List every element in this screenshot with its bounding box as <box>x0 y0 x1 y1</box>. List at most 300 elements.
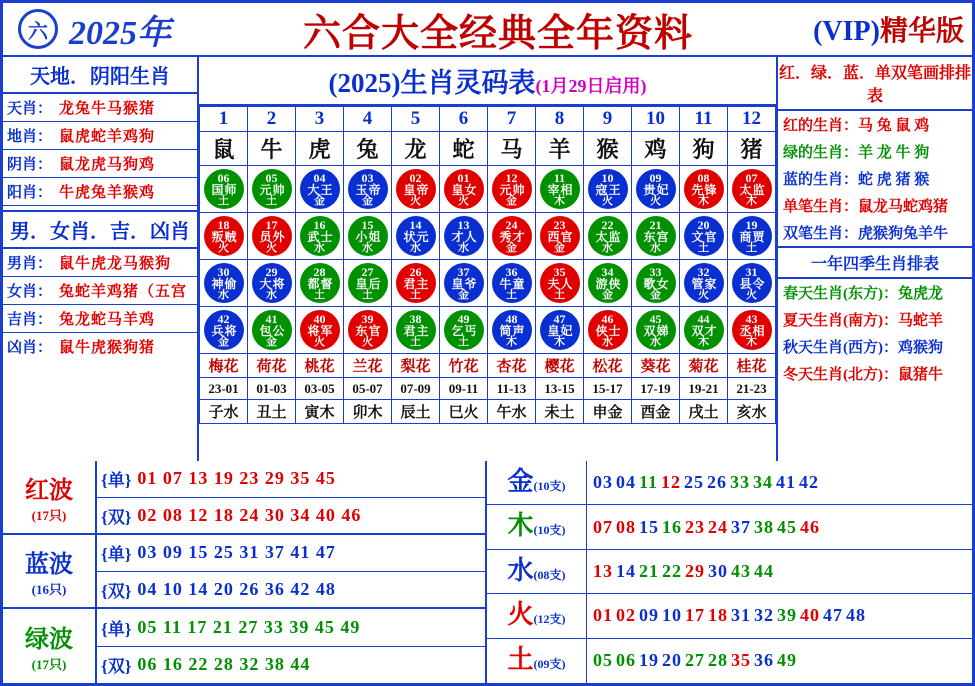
ball-number: 32 <box>697 264 710 279</box>
element-number[interactable]: 13 <box>593 560 613 581</box>
parity-tag: {单} <box>101 471 132 491</box>
year-label: 2025年 <box>69 14 171 52</box>
wave-row <box>97 461 485 498</box>
right-panel-title-2: 一年四季生肖排表 <box>778 248 972 279</box>
ball-element: 火 <box>602 194 613 207</box>
row-value: 龙兔牛马猴猪 <box>59 101 156 117</box>
ball-cell <box>392 166 440 213</box>
element-number[interactable]: 43 <box>731 560 751 581</box>
vip-tag: (VIP) <box>813 16 880 47</box>
ball-number: 34 <box>601 264 614 279</box>
time-range: 03-05 <box>296 378 344 400</box>
ball-number: 24 <box>505 217 518 232</box>
zodiac-name: 虎 <box>296 132 344 166</box>
parity-tag: {双} <box>101 581 132 601</box>
ball-cell <box>200 166 248 213</box>
element-number[interactable]: 47 <box>823 605 843 626</box>
ball-cell <box>584 260 632 307</box>
element-number[interactable]: 33 <box>730 472 751 493</box>
ball-role: 东 官 <box>355 323 380 338</box>
ball-role: 皇 后 <box>355 276 380 291</box>
element-number[interactable]: 38 <box>754 516 774 537</box>
element-number[interactable]: 18 <box>708 605 728 626</box>
element-name <box>487 550 587 593</box>
number-ball[interactable] <box>396 216 436 256</box>
ball-element: 木 <box>746 194 757 207</box>
element-number[interactable]: 31 <box>731 605 751 626</box>
number-ball[interactable] <box>396 310 436 350</box>
element-number[interactable]: 40 <box>800 605 820 626</box>
time-range: 15-17 <box>584 378 632 400</box>
number-ball[interactable] <box>204 310 244 350</box>
content-columns <box>3 57 972 461</box>
time-row <box>200 378 776 400</box>
element-name <box>487 594 587 637</box>
col-number: 7 <box>488 107 536 132</box>
wave-rows <box>97 609 485 683</box>
number-ball[interactable] <box>636 310 676 350</box>
ball-role: 游 侠 <box>595 276 620 291</box>
zodiac-name: 狗 <box>680 132 728 166</box>
ball-cell <box>536 307 584 354</box>
ball-number: 45 <box>649 311 662 326</box>
branch-element: 戌土 <box>680 400 728 424</box>
ball-cell <box>392 307 440 354</box>
branch-row <box>200 400 776 424</box>
element-number[interactable]: 49 <box>777 650 797 671</box>
ball-element: 水 <box>218 288 229 301</box>
ball-element: 金 <box>506 194 517 207</box>
number-ball[interactable] <box>588 310 628 350</box>
number-ball[interactable] <box>684 216 724 256</box>
wave-block <box>3 461 485 535</box>
ball-role: 神 偷 <box>211 276 236 291</box>
element-number[interactable]: 14 <box>616 560 636 581</box>
branch-element: 巳火 <box>440 400 488 424</box>
wave-name <box>3 461 97 533</box>
left-row <box>3 249 197 277</box>
season-line: 夏天生肖(南方)：马蛇羊 <box>783 313 943 329</box>
element-groups <box>487 461 972 683</box>
number-ball[interactable] <box>396 263 436 303</box>
element-number[interactable]: 41 <box>776 472 797 493</box>
ball-number: 40 <box>313 311 326 326</box>
row-value: 兔蛇羊鸡猪（五宫 <box>59 284 188 300</box>
ball-number: 16 <box>313 217 326 232</box>
ball-number: 20 <box>697 217 710 232</box>
element-number[interactable]: 24 <box>708 516 728 537</box>
element-number[interactable]: 05 <box>593 650 613 671</box>
number-ball[interactable] <box>348 263 388 303</box>
wave-row <box>97 572 485 608</box>
time-range: 05-07 <box>344 378 392 400</box>
element-number[interactable]: 16 <box>662 516 682 537</box>
number-ball[interactable] <box>684 310 724 350</box>
element-number[interactable]: 17 <box>685 605 705 626</box>
number-ball[interactable] <box>396 169 436 209</box>
number-ball[interactable] <box>588 216 628 256</box>
page-header <box>3 3 972 57</box>
element-number[interactable]: 06 <box>616 650 636 671</box>
number-ball[interactable] <box>300 216 340 256</box>
element-number[interactable]: 34 <box>753 472 774 493</box>
element-number[interactable]: 07 <box>593 516 613 537</box>
ball-number: 14 <box>409 217 422 232</box>
element-number[interactable]: 26 <box>707 472 728 493</box>
ball-number: 05 <box>265 170 278 185</box>
element-count: (12支) <box>533 612 566 627</box>
col-number: 12 <box>728 107 776 132</box>
left-row <box>3 333 197 360</box>
col-number: 3 <box>296 107 344 132</box>
element-number[interactable]: 20 <box>662 650 682 671</box>
parity-tag: {单} <box>101 619 132 639</box>
number-ball[interactable] <box>636 169 676 209</box>
wave-block <box>3 535 485 609</box>
ball-element: 金 <box>506 241 517 254</box>
number-ball[interactable] <box>732 310 772 350</box>
ball-number: 44 <box>697 311 710 326</box>
element-number[interactable]: 02 <box>616 605 636 626</box>
left-panel-title-2: 男．女肖．吉．凶肖 <box>3 212 197 249</box>
ball-cell <box>344 260 392 307</box>
ball-element: 火 <box>266 241 277 254</box>
number-ball[interactable] <box>492 310 532 350</box>
element-number[interactable]: 21 <box>639 560 659 581</box>
right-line: 绿的生肖：羊 龙 牛 狗 <box>783 145 930 161</box>
left-row <box>3 94 197 122</box>
number-ball[interactable] <box>492 263 532 303</box>
ball-cell <box>248 260 296 307</box>
number-ball[interactable] <box>300 310 340 350</box>
ball-role: 东 宫 <box>643 229 668 244</box>
parity-tag: {单} <box>101 545 132 565</box>
ball-number: 46 <box>601 311 614 326</box>
number-ball[interactable] <box>252 310 292 350</box>
wave-count: (17只) <box>31 508 67 523</box>
wave-numbers: 05 11 17 21 27 33 39 45 49 <box>137 616 361 637</box>
element-numbers <box>587 605 972 626</box>
ball-element: 土 <box>554 288 565 301</box>
element-number[interactable]: 28 <box>708 650 728 671</box>
ball-cell <box>680 166 728 213</box>
number-ball[interactable] <box>444 216 484 256</box>
wave-name <box>3 535 97 607</box>
ball-cell <box>680 213 728 260</box>
number-ball[interactable] <box>492 169 532 209</box>
ball-cell <box>296 166 344 213</box>
row-label: 男肖： <box>7 256 53 272</box>
ball-role: 文 官 <box>691 229 716 244</box>
number-ball[interactable] <box>540 310 580 350</box>
ball-element: 金 <box>218 335 229 348</box>
ball-rows <box>200 166 776 354</box>
page-title: 六合大全经典全年资料 <box>303 12 694 55</box>
ball-cell <box>632 213 680 260</box>
row-label: 天肖： <box>7 101 53 117</box>
ball-element: 木 <box>698 194 709 207</box>
number-ball[interactable] <box>252 216 292 256</box>
ball-number: 27 <box>361 264 374 279</box>
ball-role: 双 才 <box>691 323 716 338</box>
zodiac-name: 猴 <box>584 132 632 166</box>
element-number[interactable]: 04 <box>616 472 636 493</box>
ball-role: 简 声 <box>499 323 524 338</box>
flower-name: 竹花 <box>440 354 488 378</box>
element-number[interactable]: 25 <box>684 472 705 493</box>
wave-block <box>3 609 485 683</box>
element-number[interactable]: 37 <box>731 516 751 537</box>
number-ball[interactable] <box>300 263 340 303</box>
element-number[interactable]: 45 <box>777 516 797 537</box>
element-number[interactable]: 32 <box>754 605 774 626</box>
ball-number: 42 <box>217 311 230 326</box>
zodiac-table-title <box>199 57 776 106</box>
ball-role: 丞 相 <box>739 323 764 338</box>
zodiac-name: 龙 <box>392 132 440 166</box>
ball-element: 金 <box>266 335 277 348</box>
element-number[interactable]: 09 <box>639 605 659 626</box>
element-number[interactable]: 35 <box>731 650 751 671</box>
number-ball[interactable] <box>540 216 580 256</box>
row-value: 牛虎兔羊猴鸡 <box>59 185 156 201</box>
ball-element: 水 <box>266 288 277 301</box>
branch-element: 申金 <box>584 400 632 424</box>
col-number: 11 <box>680 107 728 132</box>
number-ball[interactable] <box>444 263 484 303</box>
ball-role: 武 士 <box>307 229 332 244</box>
zodiac-name: 兔 <box>344 132 392 166</box>
ball-element: 水 <box>314 241 325 254</box>
element-number[interactable]: 46 <box>800 516 820 537</box>
ball-role: 包 公 <box>259 323 284 338</box>
number-ball[interactable] <box>636 263 676 303</box>
ball-cell <box>344 166 392 213</box>
ball-number: 07 <box>745 170 758 185</box>
ball-cell <box>728 260 776 307</box>
ball-role: 小 姐 <box>355 229 380 244</box>
ball-number: 03 <box>361 170 374 185</box>
ball-element: 金 <box>458 288 469 301</box>
ball-element: 土 <box>410 288 421 301</box>
right-line: 单笔生肖：鼠龙马蛇鸡猪 <box>783 199 949 215</box>
ball-element: 土 <box>218 194 229 207</box>
element-number[interactable]: 36 <box>754 650 774 671</box>
ball-element: 水 <box>602 335 613 348</box>
element-label: 土 <box>507 644 534 674</box>
flower-name: 桂花 <box>728 354 776 378</box>
number-ball[interactable] <box>684 169 724 209</box>
element-number[interactable]: 01 <box>593 605 613 626</box>
right-panel <box>776 57 972 461</box>
time-range: 23-01 <box>200 378 248 400</box>
element-number[interactable]: 11 <box>639 472 659 493</box>
col-number: 9 <box>584 107 632 132</box>
ball-row <box>200 213 776 260</box>
flower-name: 桃花 <box>296 354 344 378</box>
ball-role: 贵 妃 <box>643 182 668 197</box>
time-range: 19-21 <box>680 378 728 400</box>
ball-cell <box>200 260 248 307</box>
number-ball[interactable] <box>444 310 484 350</box>
ball-number: 41 <box>265 311 278 326</box>
number-ball[interactable] <box>204 263 244 303</box>
element-number[interactable]: 39 <box>777 605 797 626</box>
season-line: 秋天生肖(西方)：鸡猴狗 <box>783 340 943 356</box>
bottom-section <box>3 461 972 683</box>
number-ball[interactable] <box>540 169 580 209</box>
zodiac-name: 羊 <box>536 132 584 166</box>
number-ball[interactable] <box>348 310 388 350</box>
number-ball[interactable] <box>732 169 772 209</box>
number-ball[interactable] <box>684 263 724 303</box>
center-panel <box>199 57 776 461</box>
element-number[interactable]: 15 <box>639 516 659 537</box>
ball-element: 土 <box>410 335 421 348</box>
number-ball[interactable] <box>204 169 244 209</box>
element-number[interactable]: 44 <box>754 560 774 581</box>
number-ball[interactable] <box>588 169 628 209</box>
time-range: 07-09 <box>392 378 440 400</box>
element-row <box>487 639 972 683</box>
ball-element: 金 <box>314 194 325 207</box>
number-ball[interactable] <box>492 216 532 256</box>
ball-element: 金 <box>554 241 565 254</box>
ball-number: 12 <box>505 170 518 185</box>
number-ball[interactable] <box>300 169 340 209</box>
zodiac-name: 马 <box>488 132 536 166</box>
number-ball[interactable] <box>348 169 388 209</box>
number-ball[interactable] <box>636 216 676 256</box>
element-number[interactable]: 22 <box>662 560 682 581</box>
ball-number: 35 <box>553 264 566 279</box>
element-numbers <box>587 650 972 671</box>
col-number: 5 <box>392 107 440 132</box>
seasons-section <box>778 248 972 387</box>
ball-element: 土 <box>506 288 517 301</box>
site-logo-icon <box>7 7 69 51</box>
element-numbers <box>587 561 972 582</box>
element-count: (10支) <box>533 523 566 538</box>
ball-element: 火 <box>458 194 469 207</box>
ball-cell <box>680 260 728 307</box>
number-ball[interactable] <box>588 263 628 303</box>
ball-cell <box>248 166 296 213</box>
color-stroke-section <box>778 57 972 248</box>
element-number[interactable]: 23 <box>685 516 705 537</box>
ball-role: 大 将 <box>259 276 284 291</box>
ball-element: 木 <box>506 335 517 348</box>
logo-text: 六 <box>18 9 58 49</box>
ball-cell <box>200 213 248 260</box>
time-range: 13-15 <box>536 378 584 400</box>
element-number[interactable]: 08 <box>616 516 636 537</box>
number-ball[interactable] <box>732 216 772 256</box>
ball-role: 乞 丐 <box>451 323 476 338</box>
ball-row <box>200 166 776 213</box>
number-ball[interactable] <box>444 169 484 209</box>
ball-role: 君 主 <box>403 276 428 291</box>
parity-tag: {双} <box>101 657 132 677</box>
ball-number: 09 <box>649 170 662 185</box>
ball-role: 国 师 <box>211 182 236 197</box>
ball-number: 38 <box>409 311 422 326</box>
branch-element: 丑土 <box>248 400 296 424</box>
wave-numbers: 03 09 15 25 31 37 41 47 <box>137 542 336 563</box>
ball-element: 木 <box>554 194 565 207</box>
element-number[interactable]: 03 <box>593 472 613 493</box>
element-count: (10支) <box>533 479 566 493</box>
wave-numbers: 04 10 14 20 26 36 42 48 <box>137 578 336 599</box>
ball-number: 21 <box>649 217 662 232</box>
right-line: 红的生肖：马 兔 鼠 鸡 <box>783 118 930 134</box>
element-number[interactable]: 12 <box>661 472 682 493</box>
element-number[interactable]: 48 <box>846 605 866 626</box>
number-ball[interactable] <box>252 169 292 209</box>
ball-element: 火 <box>650 194 661 207</box>
flower-name: 杏花 <box>488 354 536 378</box>
right-panel-title-1: 红．绿．蓝．单双笔画排排表 <box>778 57 972 111</box>
element-numbers <box>587 517 972 538</box>
element-number[interactable]: 27 <box>685 650 705 671</box>
ball-role: 歌 女 <box>643 276 668 291</box>
ball-number: 43 <box>745 311 758 326</box>
ball-element: 火 <box>410 194 421 207</box>
ball-element: 土 <box>698 241 709 254</box>
ball-number: 10 <box>601 170 614 185</box>
ball-role: 皇 女 <box>451 182 476 197</box>
ball-cell <box>440 307 488 354</box>
zodiac-name: 蛇 <box>440 132 488 166</box>
ball-role: 员 外 <box>259 229 284 244</box>
ball-number: 37 <box>457 264 470 279</box>
wave-row <box>97 498 485 534</box>
ball-role: 夫 人 <box>547 276 572 291</box>
wave-groups <box>3 461 487 683</box>
number-ball[interactable] <box>540 263 580 303</box>
wave-row <box>97 609 485 647</box>
ball-element: 水 <box>602 241 613 254</box>
number-ball[interactable] <box>732 263 772 303</box>
row-label: 凶肖： <box>7 340 53 356</box>
ball-element: 木 <box>746 335 757 348</box>
ball-cell <box>440 260 488 307</box>
right-line: 双笔生肖：虎猴狗兔羊牛 <box>783 226 949 242</box>
ball-role: 先 锋 <box>691 182 716 197</box>
ball-element: 火 <box>362 335 373 348</box>
ball-element: 土 <box>362 288 373 301</box>
ball-number: 06 <box>217 170 230 185</box>
wave-numbers: 06 16 22 28 32 38 44 <box>137 654 311 675</box>
ball-cell <box>680 307 728 354</box>
element-number[interactable]: 29 <box>685 560 705 581</box>
ball-element: 金 <box>362 194 373 207</box>
number-ball[interactable] <box>204 216 244 256</box>
zodiac-name: 鸡 <box>632 132 680 166</box>
wave-row <box>97 647 485 684</box>
number-ball[interactable] <box>252 263 292 303</box>
element-number[interactable]: 30 <box>708 560 728 581</box>
number-ball[interactable] <box>348 216 388 256</box>
element-number[interactable]: 10 <box>662 605 682 626</box>
col-number: 4 <box>344 107 392 132</box>
branch-element: 未土 <box>536 400 584 424</box>
left-row <box>3 305 197 333</box>
element-number[interactable]: 19 <box>639 650 659 671</box>
branch-element: 辰土 <box>392 400 440 424</box>
ball-element: 土 <box>458 335 469 348</box>
element-number[interactable]: 42 <box>799 472 820 493</box>
